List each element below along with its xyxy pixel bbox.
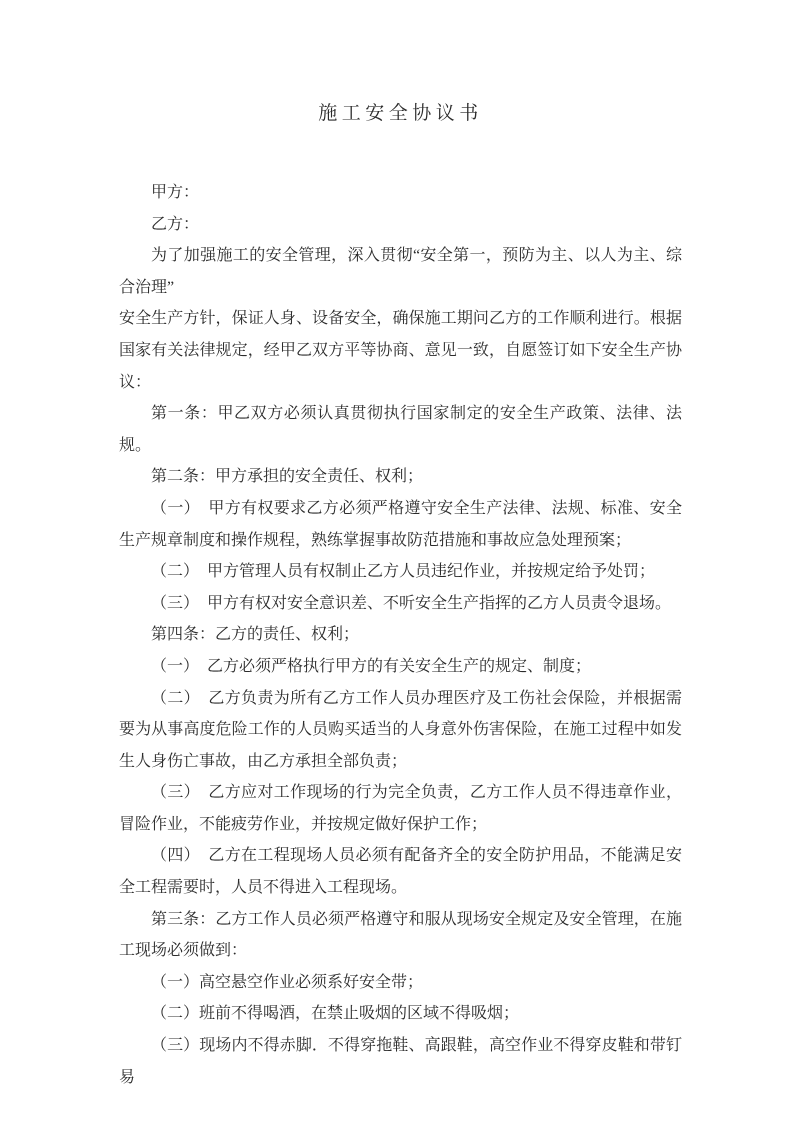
clause-2-item-3: （三） 甲方有权对安全意识差、不听安全生产指挥的乙方人员责令退场。 — [151, 594, 672, 612]
document-title: 施工安全协议书 — [318, 103, 483, 124]
clause-4-heading: 第四条：乙方的责任、权利； — [151, 626, 360, 644]
clause-3-item-3: （三）现场内不得赤脚．不得穿拖鞋、高跟鞋，高空作业不得穿皮鞋和带钉易 — [119, 1037, 682, 1086]
preamble-line-2: 安全生产方针，保证人身、设备安全，确保施工期问乙方的工作顺利进行。根据国家有关法律规定，经甲乙双方平等协商、意见一致，自愿签订如下安全生产协议： — [119, 310, 682, 391]
party-b-label: 乙方： — [151, 215, 200, 233]
party-a-label: 甲方： — [151, 184, 200, 201]
clause-2-item-1: （一） 甲方有权要求乙方必须严格遵守安全生产法律、法规、标准、安全生产规章制度和操作规程，熟练掌握事故防范措施和事故应急处理预案； — [119, 499, 682, 549]
preamble-line-1: 为了加强施工的安全管理，深入贯彻“安全第一，预防为主、以人为主、综合治理” — [119, 247, 682, 296]
clause-3-item-2: （二）班前不得喝酒，在禁止吸烟的区域不得吸烟； — [151, 1005, 520, 1023]
document-body — [119, 177, 682, 1093]
clause-4-item-3: （三） 乙方应对工作现场的行为完全负责，乙方工作人员不得违章作业，冒险作业，不能疲劳作业，并按规定做好保护工作； — [119, 784, 682, 833]
clause-2-heading: 第二条：甲方承担的安全责任、权利； — [151, 468, 424, 486]
clause-4-item-2: （二） 乙方负责为所有乙方工作人员办理医疗及工伤社会保险，并根据需要为从事高度危险工作的人员购买适当的人身意外伤害保险，在施工过程中如发生人身伤亡事故，由乙方承担全部负责； — [119, 689, 682, 770]
clause-2-item-2: （二） 甲方管理人员有权制止乙方人员违纪作业，并按规定给予处罚； — [151, 563, 656, 581]
clause-1: 第一条：甲乙双方必须认真贯彻执行国家制定的安全生产政策、法律、法规。 — [119, 405, 682, 454]
clause-4-item-4: （四） 乙方在工程现场人员必须有配备齐全的安全防护用品，不能满足安全工程需要时，人员不得进入工程现场。 — [119, 847, 682, 897]
clause-3-heading: 第三条：乙方工作人员必须严格遵守和服从现场安全规定及安全管理，在施工现场必须做到： — [119, 910, 682, 960]
clause-4-item-1: （一） 乙方必须严格执行甲方的有关安全生产的规定、制度； — [151, 657, 592, 675]
clause-3-item-1: （一）高空悬空作业必须系好安全带； — [151, 973, 424, 991]
